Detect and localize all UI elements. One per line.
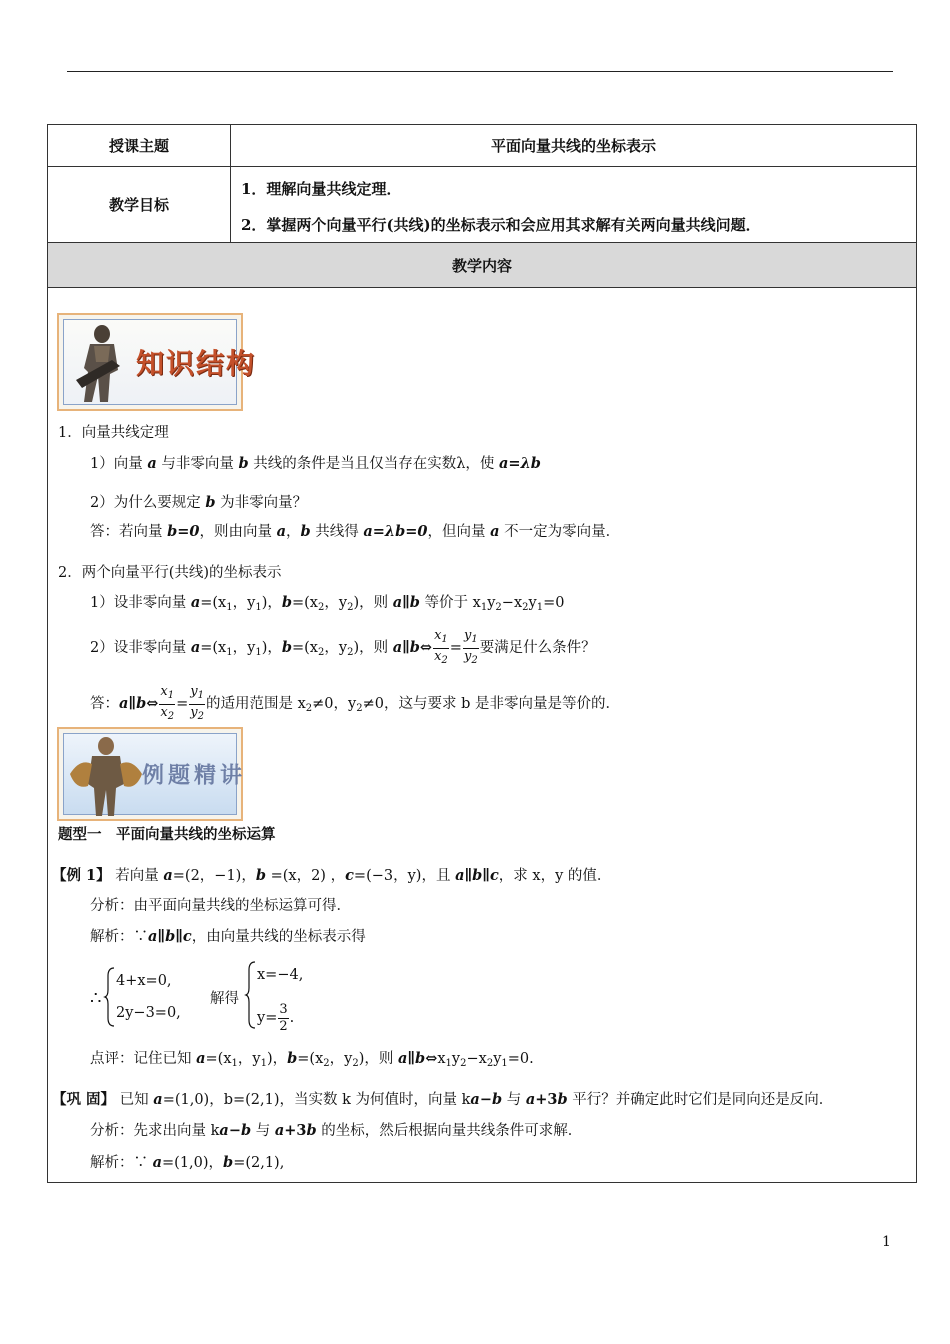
goal-item: 2．掌握两个向量平行(共线)的坐标表示和会应用其求解有关两向量共线问题． (241, 216, 761, 234)
armored-figure-icon (66, 734, 146, 818)
s1-line1: 1）向量 a 与非零向量 b 共线的条件是当且仅当存在实数λ，使 a=λb (90, 455, 541, 472)
s2-title: 2．两个向量平行(共线)的坐标表示 (58, 565, 282, 581)
therefore-symbol: ∴ (90, 988, 102, 1009)
consolidation-analysis: 分析：先求出向量 ka−b 与 a+3b 的坐标，然后根据向量共线条件可求解． (90, 1122, 583, 1139)
lesson-table (47, 124, 917, 1183)
example1-solution: 解析：∵a∥b∥c，由向量共线的坐标表示得 (90, 928, 366, 945)
left-brace-2 (245, 960, 257, 1030)
type-title: 题型一 平面向量共线的坐标运算 (58, 826, 276, 843)
example1-analysis: 分析：由平面向量共线的坐标运算可得． (90, 898, 351, 914)
system1-eq2: 2y−3=0, (116, 1005, 181, 1021)
system2-eq1: x=−4, (257, 967, 304, 983)
fraction-x: $\frac{x_1}{x_2}$ (434, 627, 448, 666)
warrior-icon (68, 322, 138, 406)
goal-cell (231, 167, 916, 242)
content-label: 教学内容 (451, 256, 512, 275)
topic-value: 平面向量共线的坐标表示 (490, 137, 656, 155)
system1-eq1: 4+x=0, (116, 973, 172, 989)
content-header-row (48, 243, 916, 288)
s2-answer: 答：a∥b⇔ $\frac{x_1}{x_2}$ = $\frac{y_1}{y_2}$ 的适用范围是 $x_2\ne 0$，$y_2\ne 0$，这与要求 b 是非零向量是等价的． (90, 683, 620, 722)
example1-line: 【例 1】 若向量 a=(2，−1)，b =(x，2) ，c=(−3，y)，且 a∥b∥c，求 x，y 的值． (52, 867, 612, 884)
s2-line1: 1）设非零向量 $a=(x_1$，$y_1$)，$b=(x_2$，$y_2$)，则 a∥b 等价于 $x_1y_2-x_2y_1=0$ (90, 594, 565, 613)
topic-row (48, 125, 916, 167)
topic-label: 授课主题 (48, 125, 231, 166)
example1-comment: 点评：记住已知 $a=(x_1$，$y_1$)，$b=(x_2$，$y_2$)，则 $a\parallel b\Leftrightarrow x_1y_2-x_2y_1=0$. (90, 1050, 534, 1069)
consolidation-line: 【巩 固】 已知 a=(1,0)，b=(2,1)，当实数 k 为何值时，向量 ka−b 与 a+3b 平行？并确定此时它们是同向还是反向． (52, 1091, 834, 1108)
page-number: 1 (882, 1234, 891, 1250)
badge-structure-text: 知识结构 (136, 347, 257, 380)
goal-item: 1．理解向量共线定理． (241, 180, 402, 198)
s1-answer: 答：若向量 b=0，则由向量 a，b 共线得 a=λb=0，但向量 a 不一定为零向量． (90, 523, 621, 540)
solve-word: 解得 (210, 991, 239, 1007)
consolidation-solution: 解析：∵ a=(1,0)，b=(2,1), (90, 1154, 285, 1171)
fraction-y: $\frac{y_1}{y_2}$ (463, 627, 478, 666)
knowledge-structure-badge (57, 313, 257, 411)
system2-eq2: y= $\frac{3}{2}$ . (257, 1001, 295, 1034)
s1-title: 1．向量共线定理 (58, 425, 169, 441)
goal-row (48, 167, 916, 243)
s2-line2: 2）设非零向量 $a=(x_1$，$y_1$)，$b=(x_2$，$y_2$)，则 a∥b⇔ $\frac{x_1}{x_2}$ = $\frac{y_1}{y_2}$ 要满足什么条件？ (90, 626, 596, 675)
goal-label: 教学目标 (48, 167, 231, 242)
left-brace-1 (104, 966, 116, 1028)
content-area (48, 288, 916, 1182)
examples-badge (57, 727, 247, 821)
s1-line2: 2）为什么要规定 b 为非零向量？ (90, 494, 308, 511)
header-rule (67, 71, 893, 72)
badge-examples-text: 例题精讲 (142, 762, 247, 789)
